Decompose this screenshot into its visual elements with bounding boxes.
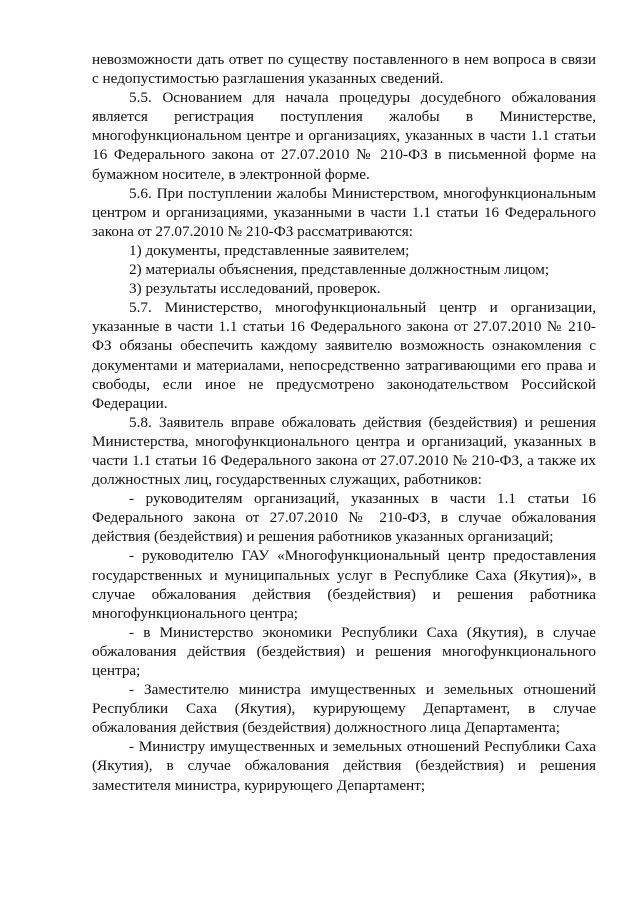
- paragraph-5-8: 5.8. Заявитель вправе обжаловать действия (бездействия) и решения Министерства, многофункционального центра и организаций, указанных в части 1.1 статьи 16 Федерального закона от 27.07.2010 № 210-ФЗ, а также их должностных лиц, государственных служащих, работников:: [92, 413, 596, 489]
- appeal-item-deputy-minister: - Заместителю министра имущественных и земельных отношений Республики Саха (Якутия), курирующему Департамент, в случае обжалования действия (бездействия) должностного лица Департамента;: [92, 681, 596, 737]
- paragraph-continuation: невозможности дать ответ по существу поставленного в нем вопроса в связи с недопустимостью разглашения указанных сведений.: [92, 51, 596, 88]
- paragraph-5-5: 5.5. Основанием для начала процедуры досудебного обжалования является регистрация поступления жалобы в Министерстве, многофункциональном центре и организациях, указанных в части 1.1 статьи 16 Федерального закона от 27.07.2010 № 210-ФЗ в письменной форме на бумажном носителе, в электронной форме.: [92, 89, 596, 183]
- list-item-documents: 1) документы, представленные заявителем;: [129, 241, 410, 259]
- appeal-item-mfc-head: - руководителю ГАУ «Многофункциональный центр предоставления государственных и муниципальных услуг в Республике Саха (Якутия)», в случае обжалования действия (бездействия) и решения работника многофункционального центра;: [92, 547, 596, 622]
- appeal-item-organization-heads: - руководителям организаций, указанных в части 1.1 статьи 16 Федерального закона от 27.07.2010 № 210-ФЗ, в случае обжалования действия (бездействия) и решения работников указанных организаций;: [92, 490, 596, 546]
- document-body: [92, 50, 596, 795]
- appeal-item-minister: - Министру имущественных и земельных отношений Республики Саха (Якутия), в случае обжалования действия (бездействия) и решения заместителя министра, курирующего Департамент;: [92, 738, 596, 794]
- list-item-results: 3) результаты исследований, проверок.: [129, 280, 381, 298]
- list-item-explanations: 2) материалы объяснения, представленные должностным лицом;: [129, 261, 550, 279]
- appeal-item-ministry-economy: - в Министерство экономики Республики Саха (Якутия), в случае обжалования действия (бездействия) и решения многофункционального центра;: [92, 623, 596, 679]
- paragraph-5-6: 5.6. При поступлении жалобы Министерством, многофункциональным центром и организациями, указанными в части 1.1 статьи 16 Федерального закона от 27.07.2010 № 210-ФЗ рассматриваются:: [92, 184, 596, 240]
- paragraph-5-7: 5.7. Министерство, многофункциональный центр и организации, указанные в части 1.1 статьи 16 Федерального закона от 27.07.2010 № 210-ФЗ обязаны обеспечить каждому заявителю возможность ознакомления с документами и материалами, непосредственно затрагивающими его права и свободы, если иное не предусмотрено законодательством Российской Федерации.: [92, 299, 596, 412]
